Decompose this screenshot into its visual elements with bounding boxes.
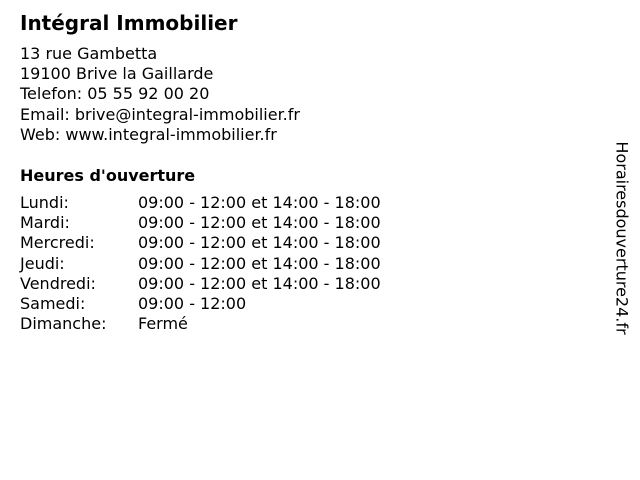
business-name: Intégral Immobilier [20, 11, 238, 35]
time-value: Fermé [138, 314, 188, 334]
day-label: Mercredi: [20, 233, 95, 253]
day-label: Mardi: [20, 213, 70, 233]
site-watermark: Horairesdouverture24.fr [612, 141, 632, 335]
hours-row-friday [20, 274, 580, 294]
business-card [20, 9, 580, 334]
street-address: 13 rue Gambetta [20, 44, 158, 63]
hours-row-wednesday [20, 233, 580, 253]
time-value: 09:00 - 12:00 et 14:00 - 18:00 [138, 253, 381, 273]
hours-row-saturday [20, 294, 580, 314]
time-value: 09:00 - 12:00 et 14:00 - 18:00 [138, 213, 381, 233]
day-label: Jeudi: [20, 253, 65, 273]
hours-row-sunday [20, 314, 580, 334]
day-label: Lundi: [20, 193, 69, 213]
time-value: 09:00 - 12:00 [138, 294, 247, 314]
email-line: Email: brive@integral-immobilier.fr [20, 104, 300, 124]
opening-hours-title: Heures d'ouverture [20, 166, 196, 186]
web-line: Web: www.integral-immobilier.fr [20, 124, 277, 144]
hours-row-tuesday [20, 213, 580, 233]
time-value: 09:00 - 12:00 et 14:00 - 18:00 [138, 273, 381, 293]
time-value: 09:00 - 12:00 et 14:00 - 18:00 [138, 193, 381, 213]
address-block [20, 44, 580, 145]
day-label: Dimanche: [20, 314, 107, 334]
day-label: Vendredi: [20, 273, 96, 293]
hours-row-thursday [20, 254, 580, 274]
day-label: Samedi: [20, 294, 86, 314]
city-address: 19100 Brive la Gaillarde [20, 64, 214, 84]
time-value: 09:00 - 12:00 et 14:00 - 18:00 [138, 233, 381, 253]
hours-row-monday [20, 193, 580, 213]
opening-hours-table [20, 193, 580, 334]
phone-line: Telefon: 05 55 92 00 20 [20, 84, 210, 104]
